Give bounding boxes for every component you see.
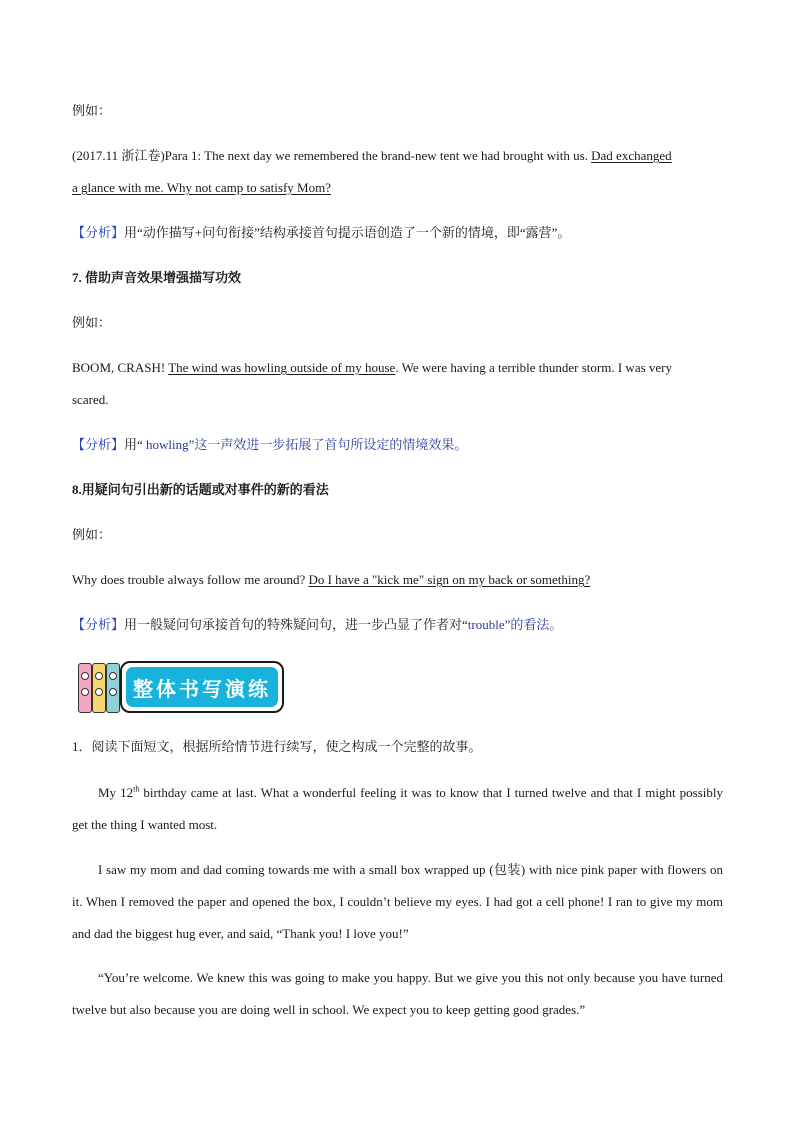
story-paragraph-3: “You’re welcome. We knew this was going to make you happy. But we give you this not only because you have turned twelve but also because you are doing well in school. We expect you to keep getting good grades.”: [72, 970, 723, 1017]
example-para1-line2: a glance with me. Why not camp to satisfy Mom?: [72, 180, 331, 195]
story-paragraph-2: I saw my mom and dad coming towards me with a small box wrapped up (包装) with nice pink paper with flowers on it. When I removed the paper and opened the box, I couldn’t believe my eyes. I had got a cell phone! I ran to give my mom and dad the biggest hug ever, and said, “Thank you! I love you!”: [72, 862, 723, 941]
analysis-bracket: 【分析】: [72, 437, 125, 452]
example-sound-line1: BOOM, CRASH! The wind was howling outside of my house. We were having a terrible thunder storm. I was very: [72, 360, 673, 375]
analysis-bracket: 【分析】: [72, 225, 125, 240]
analysis-2: 【分析】用“ howling”这一声效进一步拓展了首句所设定的情境效果。: [72, 437, 468, 452]
binders-icon: [78, 663, 122, 713]
analysis-bracket: 【分析】: [72, 617, 125, 632]
section-banner: [78, 661, 282, 713]
banner-title: 整体书写演练: [133, 676, 271, 701]
analysis-3: 【分析】用一般疑问句承接首句的特殊疑问句，进一步凸显了作者对“trouble”的看法。: [72, 617, 563, 632]
example-label: 例如：: [72, 527, 112, 542]
banner-box: [120, 661, 284, 713]
story-paragraph-1: My 12th birthday came at last. What a wonderful feeling it was to know that I turned twelve and that I might possibly get the thing I wanted most.: [72, 784, 723, 832]
section-heading-7: 7. 借助声音效果增强描写功效: [72, 270, 242, 285]
example-sound-line2: scared.: [72, 392, 109, 407]
example-label: 例如：: [72, 315, 112, 330]
example-para1-line1: (2017.11 浙江卷)Para 1: The next day we remembered the brand-new tent we had brought with us. Dad exchanged: [72, 148, 672, 163]
analysis-1: 【分析】用“动作描写+问句衔接”结构承接首句提示语创造了一个新的情境，即“露营”。: [72, 225, 571, 240]
example-question: Why does trouble always follow me around? Do I have a "kick me" sign on my back or something?: [72, 572, 591, 587]
example-label: 例如：: [72, 103, 112, 118]
section-heading-8: 8.用疑问句引出新的话题或对事件的新的看法: [72, 482, 329, 497]
exercise-instruction: 1．阅读下面短文，根据所给情节进行续写，使之构成一个完整的故事。: [72, 739, 482, 754]
